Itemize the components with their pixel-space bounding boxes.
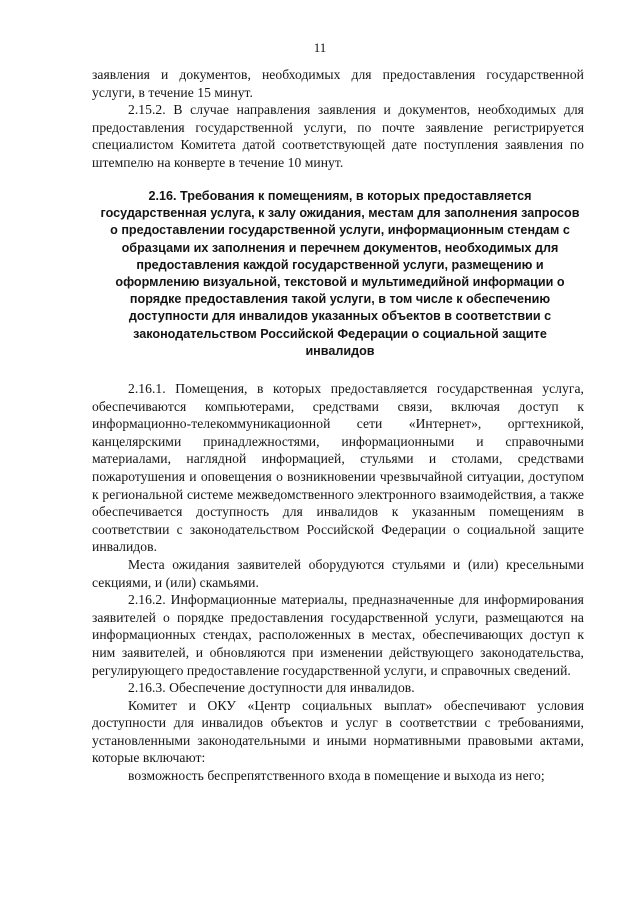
paragraph-continuation: заявления и документов, необходимых для предоставления государственной услуги, в течение 15 минут. [92,67,584,100]
paragraph-waiting-areas: Места ожидания заявителей оборудуются стульями и (или) кресельными секциями, и (или) скамьями. [92,556,584,590]
section-2-16-text [92,380,584,785]
paragraph-2-15-2: 2.15.2. В случае направления заявления и документов, необходимых для предоставления государственной услуги, по почте заявление регистрируется специалистом Комитета датой соответствующей дате поступления заявления по штемпелю на конверте в течение 10 минут. [92,102,584,170]
paragraph-access-entry: возможность беспрепятственного входа в помещение и выхода из него; [128,768,545,784]
section-2-16-heading: 2.16. Требования к помещениям, в которых предоставляется государственная услуга, к залу ожидания, местам для заполнения запросов о предоставлении государственной услуги, информационным стендам с образцами их заполнения и перечнем документов, необходимых для предоставления каждой государственной услуги, размещению и оформлению визуальной, текстовой и мультимедийной информации о порядке предоставления такой услуги, в том числе к обеспечению доступности для инвалидов указанных объектов в соответствии с законодательством Российской Федерации о социальной защите инвалидов [100,189,580,358]
paragraph-2-16-1: 2.16.1. Помещения, в которых предоставляется государственная услуга, обеспечиваются компьютерами, средствами связи, включая доступ к информационно-телекоммуникационной сети «Интернет», оргтехникой, канцелярскими принадлежностями, информационными и справочными материалами, наглядной информацией, стульями и столами, средствами пожаротушения и оповещения о возникновении чрезвычайной ситуации, доступом к региональной системе межведомственного электронного взаимодействия, а также обеспечивается доступность для инвалидов к указанным помещениям в соответствии с законодательством Российской Федерации о социальной защите инвалидов. [92,381,584,555]
paragraph-2-16-3: 2.16.3. Обеспечение доступности для инвалидов. [128,680,415,696]
paragraph-2-16-2: 2.16.2. Информационные материалы, предназначенные для информирования заявителей о порядке предоставления государственной услуги, размещаются на информационных стендах, расположенных в местах, обеспечивающих доступ к ним заявителей, и обновляются при изменении действующего законодательства, регулирующего предоставление государственной услуги, и справочных сведений. [92,592,584,678]
section-2-15-text [92,66,584,172]
paragraph-committee-conditions: Комитет и ОКУ «Центр социальных выплат» обеспечивают условия доступности для инвалидов объектов и услуг в соответствии с требованиями, установленными законодательными и иными нормативными правовыми актами, которые включают: [92,697,584,766]
page-number: 11 [313,40,327,55]
